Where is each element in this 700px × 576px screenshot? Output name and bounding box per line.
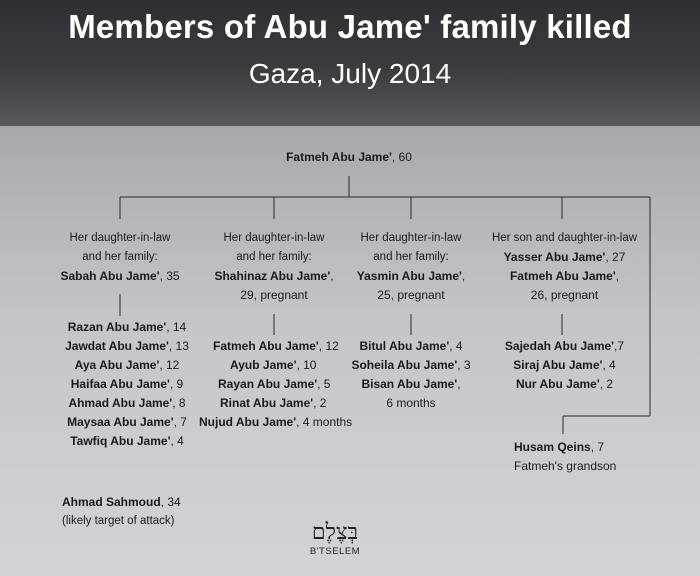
other-victim-name: Ahmad Sahmoud	[62, 495, 161, 509]
logo-english: B'TSELEM	[309, 546, 361, 557]
person-age: , 4	[170, 434, 184, 448]
person-name: Tawfiq Abu Jame'	[70, 434, 171, 448]
person-age: , 2	[599, 377, 614, 391]
list-item	[492, 356, 637, 375]
branch-3-label-line-2: and her family:	[373, 251, 449, 263]
list-item	[196, 375, 356, 394]
branch-2-parent-name: Shahinaz Abu Jame'	[214, 269, 331, 283]
list-item	[196, 356, 356, 375]
person-name: Siraj Abu Jame'	[513, 358, 603, 372]
person-age: , 14	[166, 320, 187, 334]
person-name: Bitul Abu Jame'	[359, 339, 450, 353]
branch-1-header	[50, 229, 190, 286]
person-age: , 4	[602, 358, 616, 372]
branch-1-children	[52, 318, 202, 451]
root-name: Fatmeh Abu Jame'	[286, 150, 392, 164]
branch-2-header	[199, 229, 349, 305]
branch-3-parent-extra: ,	[461, 269, 466, 283]
grandson-entry	[514, 438, 634, 476]
branch-3-parent-line-2: 25, pregnant	[377, 288, 445, 302]
person-name: Nur Abu Jame'	[515, 377, 600, 391]
list-item	[52, 375, 202, 394]
grandson-age: , 7	[590, 440, 605, 454]
list-item	[52, 318, 202, 337]
branch-1-parent-name: Sabah Abu Jame'	[60, 269, 160, 283]
list-item	[52, 394, 202, 413]
person-age: , 12	[159, 358, 180, 372]
branch-2-parent-line-2: 29, pregnant	[240, 288, 308, 302]
page-title: Members of Abu Jame' family killed	[68, 8, 632, 45]
person-age: , 13	[168, 339, 189, 353]
branch-3-header	[341, 229, 481, 305]
person-name: Maysaa Abu Jame'	[67, 415, 174, 429]
person-name: Ahmad Abu Jame'	[68, 396, 173, 410]
person-age: , 2	[313, 396, 327, 410]
person-name: Soheila Abu Jame'	[351, 358, 458, 372]
person-name: Rayan Abu Jame'	[218, 377, 318, 391]
person-name: Bisan Abu Jame'	[361, 377, 458, 391]
btselem-logo	[300, 520, 370, 557]
branch-1-label-line-2: and her family:	[82, 251, 158, 263]
list-item	[196, 394, 356, 413]
person-name: Sajedah Abu Jame'	[504, 339, 615, 353]
person-name: Rinat Abu Jame'	[220, 396, 314, 410]
other-victim-age: , 34	[160, 495, 181, 509]
person-age: , 5	[317, 377, 331, 391]
list-item	[52, 432, 202, 451]
list-item	[492, 337, 637, 356]
person-age: 6 months	[386, 396, 436, 410]
other-victim-entry	[62, 493, 222, 531]
person-age: ,	[457, 377, 461, 391]
person-age: , 10	[296, 358, 317, 372]
branch-4-label-line-1: Her son and daughter-in-law	[491, 232, 638, 244]
grandson-name: Husam Qeins	[514, 440, 591, 454]
branch-2-parent-extra: ,	[330, 269, 334, 283]
person-name: Nujud Abu Jame'	[199, 415, 297, 429]
branch-4-parent-extra: , 27	[605, 250, 626, 264]
branch-4-parent-name: Yasser Abu Jame'	[503, 250, 606, 264]
person-name: Aya Abu Jame'	[74, 358, 160, 372]
page-subtitle: Gaza, July 2014	[248, 58, 452, 89]
person-age: ,7	[614, 339, 625, 353]
list-item	[341, 337, 481, 356]
list-item	[196, 337, 356, 356]
branch-4-children	[492, 337, 637, 394]
person-age: , 4	[449, 339, 463, 353]
branch-2-label-line-2: and her family:	[236, 251, 312, 263]
list-item	[341, 394, 481, 413]
root-age: , 60	[391, 150, 412, 164]
person-name: Razan Abu Jame'	[67, 320, 167, 334]
person-age: , 3	[457, 358, 471, 372]
list-item	[341, 375, 481, 394]
person-age: , 8	[172, 396, 186, 410]
list-item	[341, 356, 481, 375]
branch-4-parent-line-2: 26, pregnant	[530, 288, 599, 302]
person-name: Haifaa Abu Jame'	[70, 377, 170, 391]
person-age: , 12	[318, 339, 339, 353]
list-item	[52, 356, 202, 375]
person-age: , 4 months	[296, 415, 353, 429]
branch-4-parent-2-name: Fatmeh Abu Jame'	[509, 269, 616, 283]
person-name: Ayub Jame'	[230, 358, 297, 372]
branch-2-label-line-1: Her daughter-in-law	[223, 232, 325, 244]
branch-4-header	[482, 229, 647, 305]
person-name: Jawdat Abu Jame'	[65, 339, 169, 353]
person-age: , 9	[169, 377, 184, 391]
list-item	[52, 413, 202, 432]
branch-2-children	[196, 337, 356, 432]
branch-3-parent-name: Yasmin Abu Jame'	[356, 269, 462, 283]
list-item	[196, 413, 356, 432]
person-name: Fatmeh Abu Jame'	[213, 339, 319, 353]
person-age: , 7	[173, 415, 187, 429]
other-victim-note: (likely target of attack)	[62, 515, 175, 527]
branch-3-label-line-1: Her daughter-in-law	[360, 232, 462, 244]
branch-1-parent-extra: , 35	[159, 269, 180, 283]
branch-1-label-line-1: Her daughter-in-law	[69, 232, 171, 244]
list-item	[492, 375, 637, 394]
branch-4-parent-2-extra: ,	[615, 269, 620, 283]
grandson-note: Fatmeh's grandson	[514, 459, 617, 473]
root-person	[249, 148, 449, 167]
list-item	[52, 337, 202, 356]
branch-3-children	[341, 337, 481, 413]
logo-hebrew: בְּצֶלֶם	[311, 520, 359, 545]
